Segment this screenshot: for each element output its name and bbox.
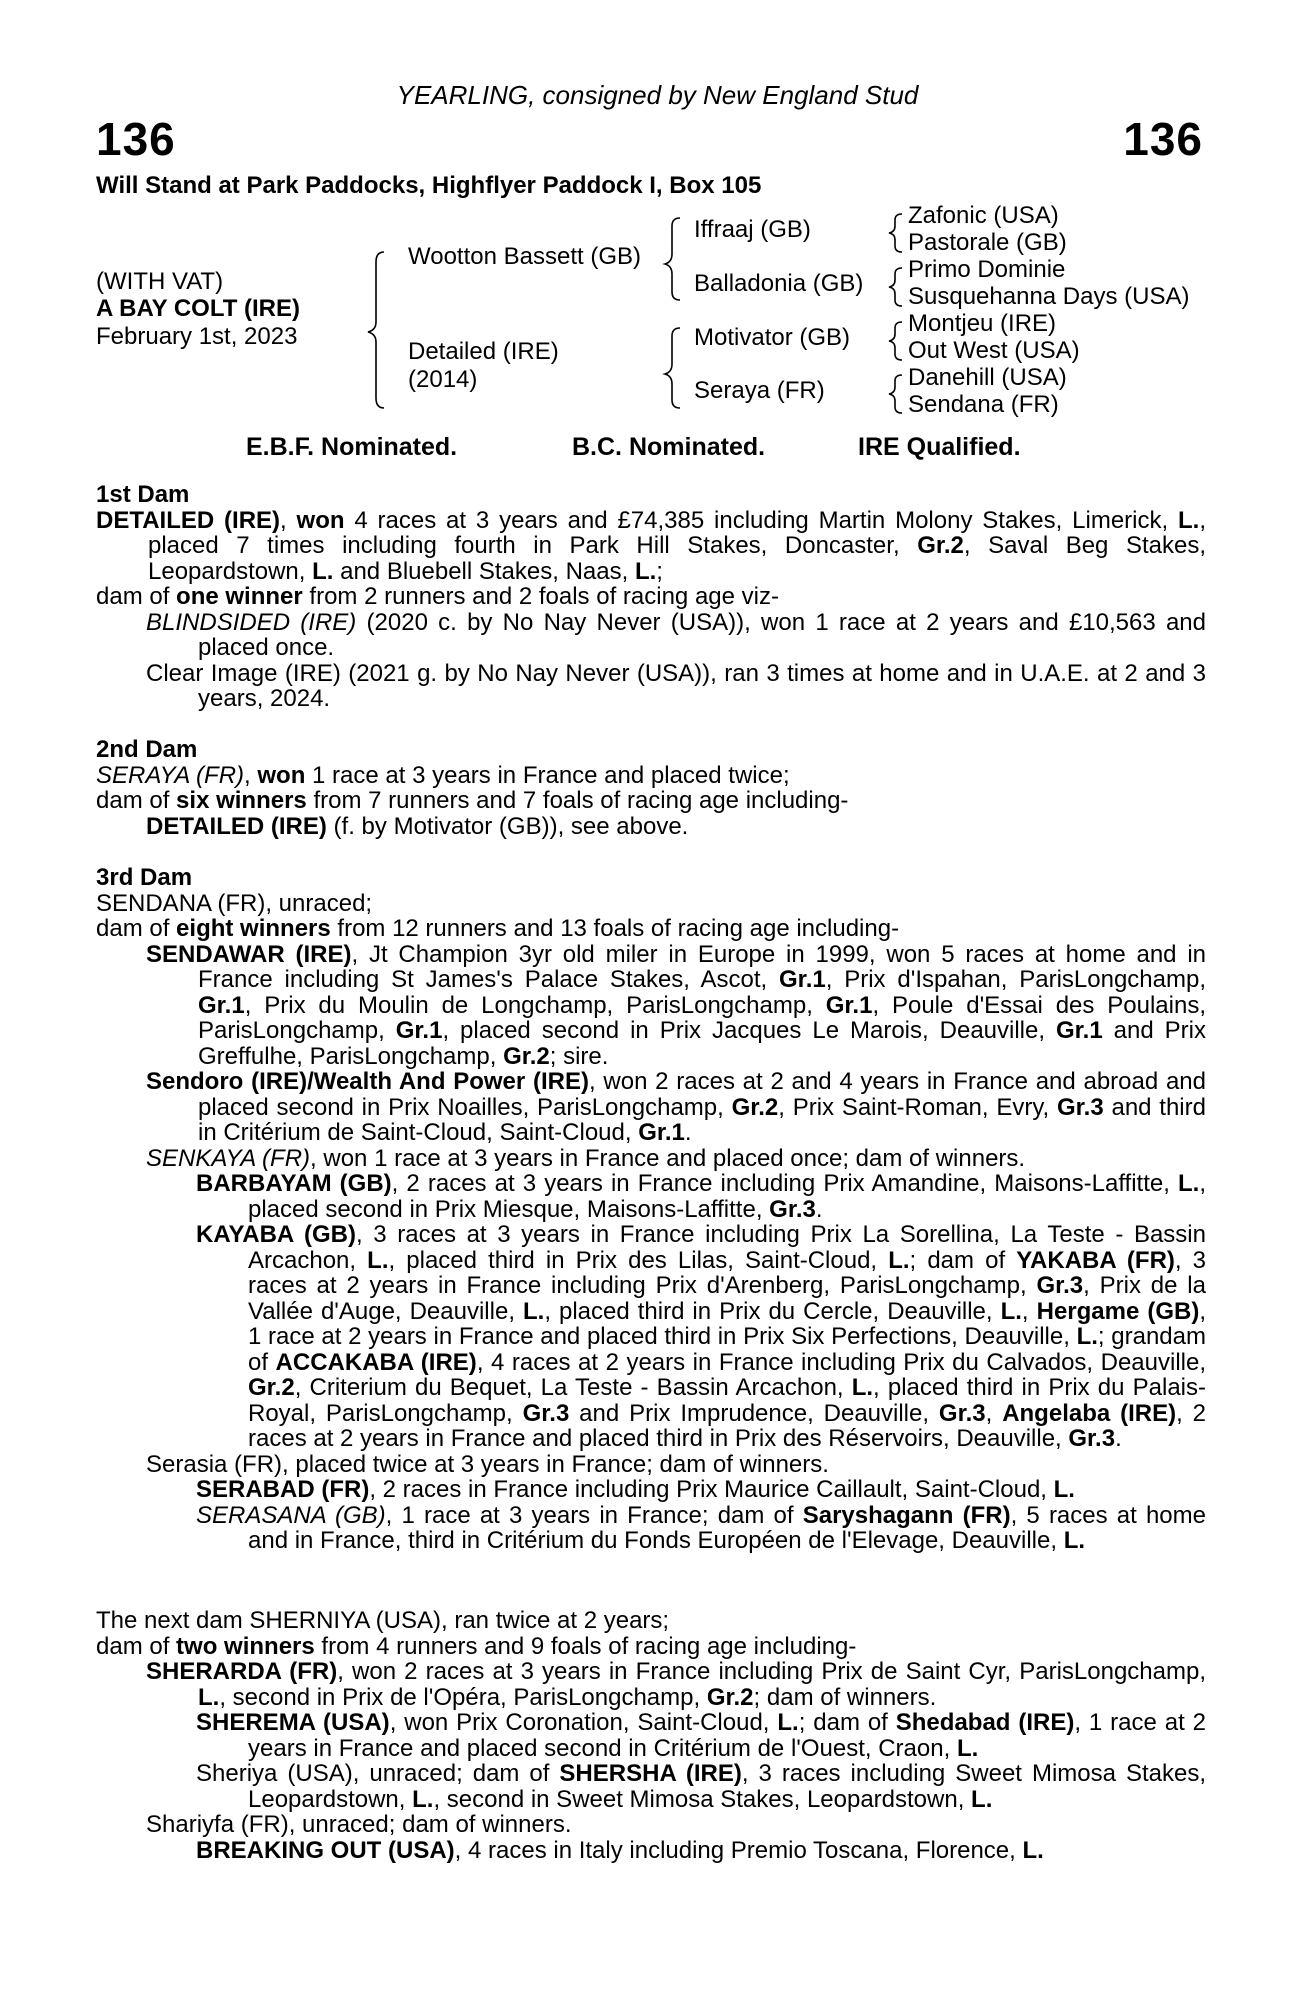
third-dam-section [96, 865, 1206, 1554]
bc-nominated: B.C. Nominated. [572, 433, 766, 461]
group: Gr.3 [1068, 1425, 1116, 1452]
group: Gr.1 [1055, 1017, 1103, 1044]
second-dam-produce-summary [96, 788, 1206, 814]
foaling-date: February 1st, 2023 [96, 323, 298, 350]
second-dam-section [96, 737, 1206, 839]
text: ; dam of [909, 1246, 1017, 1274]
produce-entry: Clear Image (IRE) (2021 g. by No Nay Never (USA)), ran 3 times at home and in U.A.E. at 2 and 3 years, 2024. [146, 659, 1206, 712]
group: Gr.1 [198, 991, 245, 1019]
pedigree-dam: Detailed (IRE) [408, 338, 559, 365]
horse-name: DETAILED (IRE) [96, 506, 281, 534]
text: and third in Critérium de Saint-Cloud, Saint-Cloud, [198, 1093, 1206, 1146]
next-dam-section [96, 1608, 1206, 1863]
ebf-nominated: E.B.F. Nominated. [246, 433, 458, 461]
text: , 3 races at 3 years in France including Prix La Sorellina, La Teste - Bassin Arcachon, [248, 1221, 1206, 1274]
produce-entry-sherarda [96, 1659, 1206, 1710]
stand-location: Will Stand at Park Paddocks, Highflyer Paddock I, Box 105 [96, 172, 762, 199]
pedigree-brackets [0, 0, 1315, 430]
first-dam-record: DETAILED (IRE), won 4 races at 3 years and £74,385 including Martin Molony Stakes, Limerick, L., placed 7 times including fourth in Park Hill Stakes, Doncaster, Gr.2, Saval Beg Stakes, Leopardstown, L. and Bluebell Stakes, Naas, L.; [96, 506, 1206, 585]
pedigree-sire: Wootton Bassett (GB) [408, 243, 641, 270]
horse-name: Saryshagann (FR) [802, 1501, 1011, 1529]
produce-entry-senkaya [96, 1146, 1206, 1172]
winners-count: one winner [176, 583, 303, 610]
listed: L. [1022, 1836, 1044, 1864]
produce-entry-sendawar [96, 942, 1206, 1070]
text: dam of [96, 583, 177, 610]
listed: L. [1053, 1476, 1075, 1503]
text: . [1115, 1425, 1122, 1452]
winners-count: six winners [176, 787, 307, 814]
next-dam-produce-summary [96, 1634, 1206, 1660]
horse-name: ACCAKABA (IRE) [275, 1348, 477, 1376]
dd-brace [889, 375, 902, 413]
text: , second in Sweet Mimosa Stakes, Leopardstown, [433, 1785, 972, 1813]
text: dam of [96, 1632, 177, 1660]
listed: L. [1178, 506, 1200, 534]
text: and Prix Imprudence, Deauville, [569, 1399, 939, 1427]
horse-name: A BAY COLT (IRE) [96, 295, 301, 322]
text: , second in Prix de l'Opéra, ParisLongchamp, [219, 1683, 707, 1711]
pedigree-dss: Montjeu (IRE) [908, 310, 1057, 337]
text: ; [656, 557, 663, 585]
text: and Prix Greffulhe, ParisLongchamp, [198, 1017, 1206, 1070]
horse-name: SHERSHA (IRE) [559, 1760, 742, 1787]
horse-name: Sendoro (IRE)/Wealth And Power (IRE) [146, 1068, 589, 1095]
winners-count: two winners [176, 1632, 315, 1660]
text: , placed second in Prix Jacques Le Marois, Deauville, [442, 1017, 1056, 1044]
listed: L. [851, 1374, 874, 1401]
vat-note: (WITH VAT) [96, 268, 224, 295]
text: , Prix du Moulin de Longchamp, ParisLongchamp, [244, 991, 826, 1019]
produce-entry-barbayam [96, 1171, 1206, 1222]
listed: L. [1063, 1527, 1086, 1554]
pedigree-sds: Primo Dominie [908, 256, 1066, 283]
third-dam-record: SENDANA (FR), unraced; [96, 889, 373, 917]
consignment-header: YEARLING, consigned by New England Stud [396, 80, 919, 110]
third-dam-produce-summary [96, 916, 1206, 942]
text: , Prix d'Ispahan, ParisLongchamp, [825, 966, 1207, 993]
group: Gr.2 [731, 1093, 779, 1121]
pedigree-sdd: Susquehanna Days (USA) [908, 283, 1190, 310]
horse-name: DETAILED (IRE) [146, 812, 327, 840]
text: , 2 races at 2 years in France and placed third in Prix des Réservoirs, Deauville, [248, 1399, 1206, 1452]
text: , 1 race at 2 years in France and placed third in Prix Six Perfections, Deauville, [248, 1297, 1206, 1350]
text: from 4 runners and 9 foals of racing age including- [314, 1632, 857, 1660]
text: , placed 7 times including fourth in Park Hill Stakes, Doncaster, [148, 506, 1206, 559]
second-dam-record: SERAYA (FR), won 1 race at 3 years in France and placed twice; [96, 761, 790, 789]
text: ; grandam of [248, 1323, 1206, 1376]
text: from 2 runners and 2 foals of racing age viz- [302, 583, 779, 610]
text: , Prix Saint-Roman, Evry, [778, 1093, 1057, 1121]
text: , placed third in Prix du Cercle, Deauville, [544, 1297, 1001, 1325]
horse-name: Shedabad (IRE) [895, 1709, 1075, 1736]
sd-brace [889, 268, 902, 306]
horse-name: BLINDSIDED (IRE) [146, 608, 357, 636]
horse-name: SERASANA (GB) [196, 1501, 386, 1529]
horse-name: SENKAYA (FR) [146, 1144, 311, 1172]
produce-entry-sheriya [96, 1761, 1206, 1812]
text: , 4 races at 2 years in France including Prix du Calvados, Deauville, [476, 1348, 1206, 1376]
first-dam-section [96, 482, 1206, 712]
first-dam-heading: 1st Dam [96, 481, 190, 508]
pedigree-ssd: Pastorale (GB) [908, 229, 1067, 256]
text: (2020 c. by No Nay Never (USA)), won 1 race at 2 years and £10,563 and placed once. [198, 608, 1206, 661]
won-label: won [257, 761, 306, 789]
produce-entry [96, 814, 1206, 840]
sire-brace [665, 218, 680, 300]
text: from 7 runners and 7 foals of racing age including- [306, 787, 849, 814]
horse-name: SHERARDA (FR) [146, 1658, 338, 1685]
group: Gr.3 [522, 1399, 570, 1427]
group: Gr.3 [1036, 1272, 1084, 1299]
text: , 2 races in France including Prix Maurice Caillault, Saint-Cloud, [369, 1476, 1054, 1503]
text: , placed third in Prix du Palais-Royal, ParisLongchamp, [248, 1374, 1206, 1427]
text: , Jt Champion 3yr old miler in Europe in 1999, won 5 races at home and in France including St James's Palace Stakes, Ascot, [198, 940, 1206, 993]
ds-brace [889, 322, 902, 360]
text: 1 race at 3 years in France and placed twice; [305, 761, 790, 789]
horse-name: KAYABA (GB) [196, 1221, 356, 1248]
text: ; sire. [549, 1042, 609, 1070]
listed: L. [777, 1709, 799, 1736]
listed: L. [971, 1785, 993, 1813]
pedigree-dam-year: (2014) [408, 366, 478, 393]
listed: L. [1178, 1170, 1200, 1197]
pedigree-sss: Zafonic (USA) [908, 202, 1059, 229]
main-brace [368, 252, 384, 408]
horse-name: BREAKING OUT (USA) [196, 1836, 455, 1864]
group: Gr.3 [938, 1399, 986, 1427]
produce-entry-kayaba [96, 1222, 1206, 1452]
pedigree-sire-dam: Balladonia (GB) [694, 270, 864, 297]
group: Gr.1 [638, 1119, 685, 1146]
text: , Saval Beg Stakes, Leopardstown, [148, 532, 1206, 585]
group: Gr.2 [248, 1374, 295, 1401]
lot-number-left: 136 [96, 113, 176, 165]
pedigree-dam-sire: Motivator (GB) [694, 324, 851, 351]
horse-name: Hergame (GB) [1036, 1297, 1200, 1325]
produce-entry-breaking-out [96, 1838, 1206, 1864]
produce-entry-sendoro [96, 1069, 1206, 1146]
text: , 3 races including Sweet Mimosa Stakes, Leopardstown, [248, 1760, 1206, 1813]
horse-name: SERAYA (FR) [96, 761, 245, 789]
winners-count: eight winners [176, 915, 331, 942]
listed: L. [312, 557, 334, 585]
text: , won 2 races at 2 and 4 years in France and abroad and placed second in Prix Noailles, ParisLongchamp, [198, 1068, 1206, 1121]
listed: L. [888, 1246, 910, 1274]
text: , Prix de la Vallée d'Auge, Deauville, [248, 1272, 1206, 1325]
text: , 3 races at 2 years in France including Prix d'Arenberg, ParisLongchamp, [248, 1246, 1207, 1299]
horse-name: SENDAWAR (IRE) [146, 940, 352, 968]
group: Gr.3 [1057, 1093, 1104, 1121]
listed: L. [1076, 1323, 1098, 1350]
group: Gr.1 [825, 991, 873, 1019]
text: , won 1 race at 3 years in France and placed once; dam of winners. [310, 1144, 1026, 1172]
group: Gr.2 [917, 532, 964, 559]
text: , won 2 races at 3 years in France including Prix de Saint Cyr, ParisLongchamp, [337, 1658, 1206, 1685]
text: , placed second in Prix Miesque, Maisons-Laffitte, [248, 1170, 1206, 1223]
text: , 4 races in Italy including Premio Toscana, Florence, [454, 1836, 1023, 1864]
listed: L. [1000, 1297, 1022, 1325]
horse-name: Angelaba (IRE) [1002, 1399, 1177, 1427]
listed: L. [198, 1683, 220, 1711]
text: and Bluebell Stakes, Naas, [333, 557, 635, 585]
text: from 12 runners and 13 foals of racing age including- [330, 915, 900, 942]
pedigree-sire-sire: Iffraaj (GB) [694, 216, 811, 243]
text: , [1021, 1297, 1037, 1325]
pedigree-dsd: Out West (USA) [908, 337, 1080, 364]
text: dam of [96, 787, 177, 814]
horse-name: YAKABA (FR) [1016, 1246, 1175, 1274]
pedigree-dam-dam: Seraya (FR) [694, 377, 825, 404]
produce-entry-serasana [96, 1503, 1206, 1554]
text: , 1 race at 2 years in France and placed second in Critérium de l'Ouest, Craon, [248, 1709, 1207, 1762]
text: ; dam of [798, 1709, 896, 1736]
group: Gr.1 [779, 966, 826, 993]
ire-qualified: IRE Qualified. [858, 433, 1021, 461]
lot-number-right: 136 [1123, 113, 1203, 165]
text: , 5 races at home and in France, third in Critérium du Fonds Européen de l'Elevage, Deauville, [248, 1501, 1206, 1554]
first-dam-produce-summary [96, 584, 1206, 610]
text: 4 races at 3 years and £74,385 including Martin Molony Stakes, Limerick, [344, 506, 1178, 534]
won-label: won [296, 506, 345, 534]
text: , won Prix Coronation, Saint-Cloud, [389, 1709, 778, 1736]
text: , Criterium du Bequet, La Teste - Bassin Arcachon, [294, 1374, 852, 1401]
text: . [684, 1119, 692, 1146]
ss-brace [889, 214, 902, 252]
text: , 1 race at 3 years in France; dam of [385, 1501, 803, 1529]
second-dam-heading: 2nd Dam [96, 736, 198, 763]
group: Gr.1 [395, 1017, 443, 1044]
horse-name: SERABAD (FR) [196, 1476, 370, 1503]
next-dam-record: The next dam SHERNIYA (USA), ran twice at 2 years; [96, 1607, 670, 1634]
text: , Poule d'Essai des Poulains, ParisLongchamp, [198, 991, 1206, 1044]
text: ; dam of winners. [753, 1683, 937, 1711]
produce-entry-shariyfa: Shariyfa (FR), unraced; dam of winners. [146, 1811, 572, 1838]
listed: L. [367, 1246, 389, 1274]
horse-name: BARBAYAM (GB) [196, 1170, 392, 1197]
group: Gr.2 [706, 1683, 754, 1711]
listed: L. [956, 1734, 979, 1762]
group: Gr.2 [503, 1042, 550, 1070]
produce-entry-sherema [96, 1710, 1206, 1761]
produce-entry [96, 610, 1206, 661]
listed: L. [634, 557, 657, 585]
text: (f. by Motivator (GB)), see above. [326, 812, 689, 840]
produce-entry-serasia: Serasia (FR), placed twice at 3 years in France; dam of winners. [146, 1450, 829, 1478]
group: Gr.3 [769, 1195, 816, 1223]
text: , 2 races at 3 years in France including Prix Amandine, Maisons-Laffitte, [391, 1170, 1178, 1197]
listed: L. [412, 1785, 434, 1813]
listed: L. [523, 1297, 545, 1325]
horse-name: SHEREMA (USA) [196, 1709, 390, 1736]
dam-brace [665, 328, 680, 408]
text: Sheriya (USA), unraced; dam of [196, 1760, 560, 1787]
produce-entry-serabad [96, 1477, 1206, 1503]
pedigree-ddd: Sendana (FR) [908, 391, 1059, 418]
pedigree-dds: Danehill (USA) [908, 364, 1067, 391]
text: , placed third in Prix des Lilas, Saint-Cloud, [388, 1246, 889, 1274]
text: . [815, 1195, 823, 1223]
text: dam of [96, 915, 177, 942]
third-dam-heading: 3rd Dam [96, 864, 193, 891]
text: , [985, 1399, 1003, 1427]
